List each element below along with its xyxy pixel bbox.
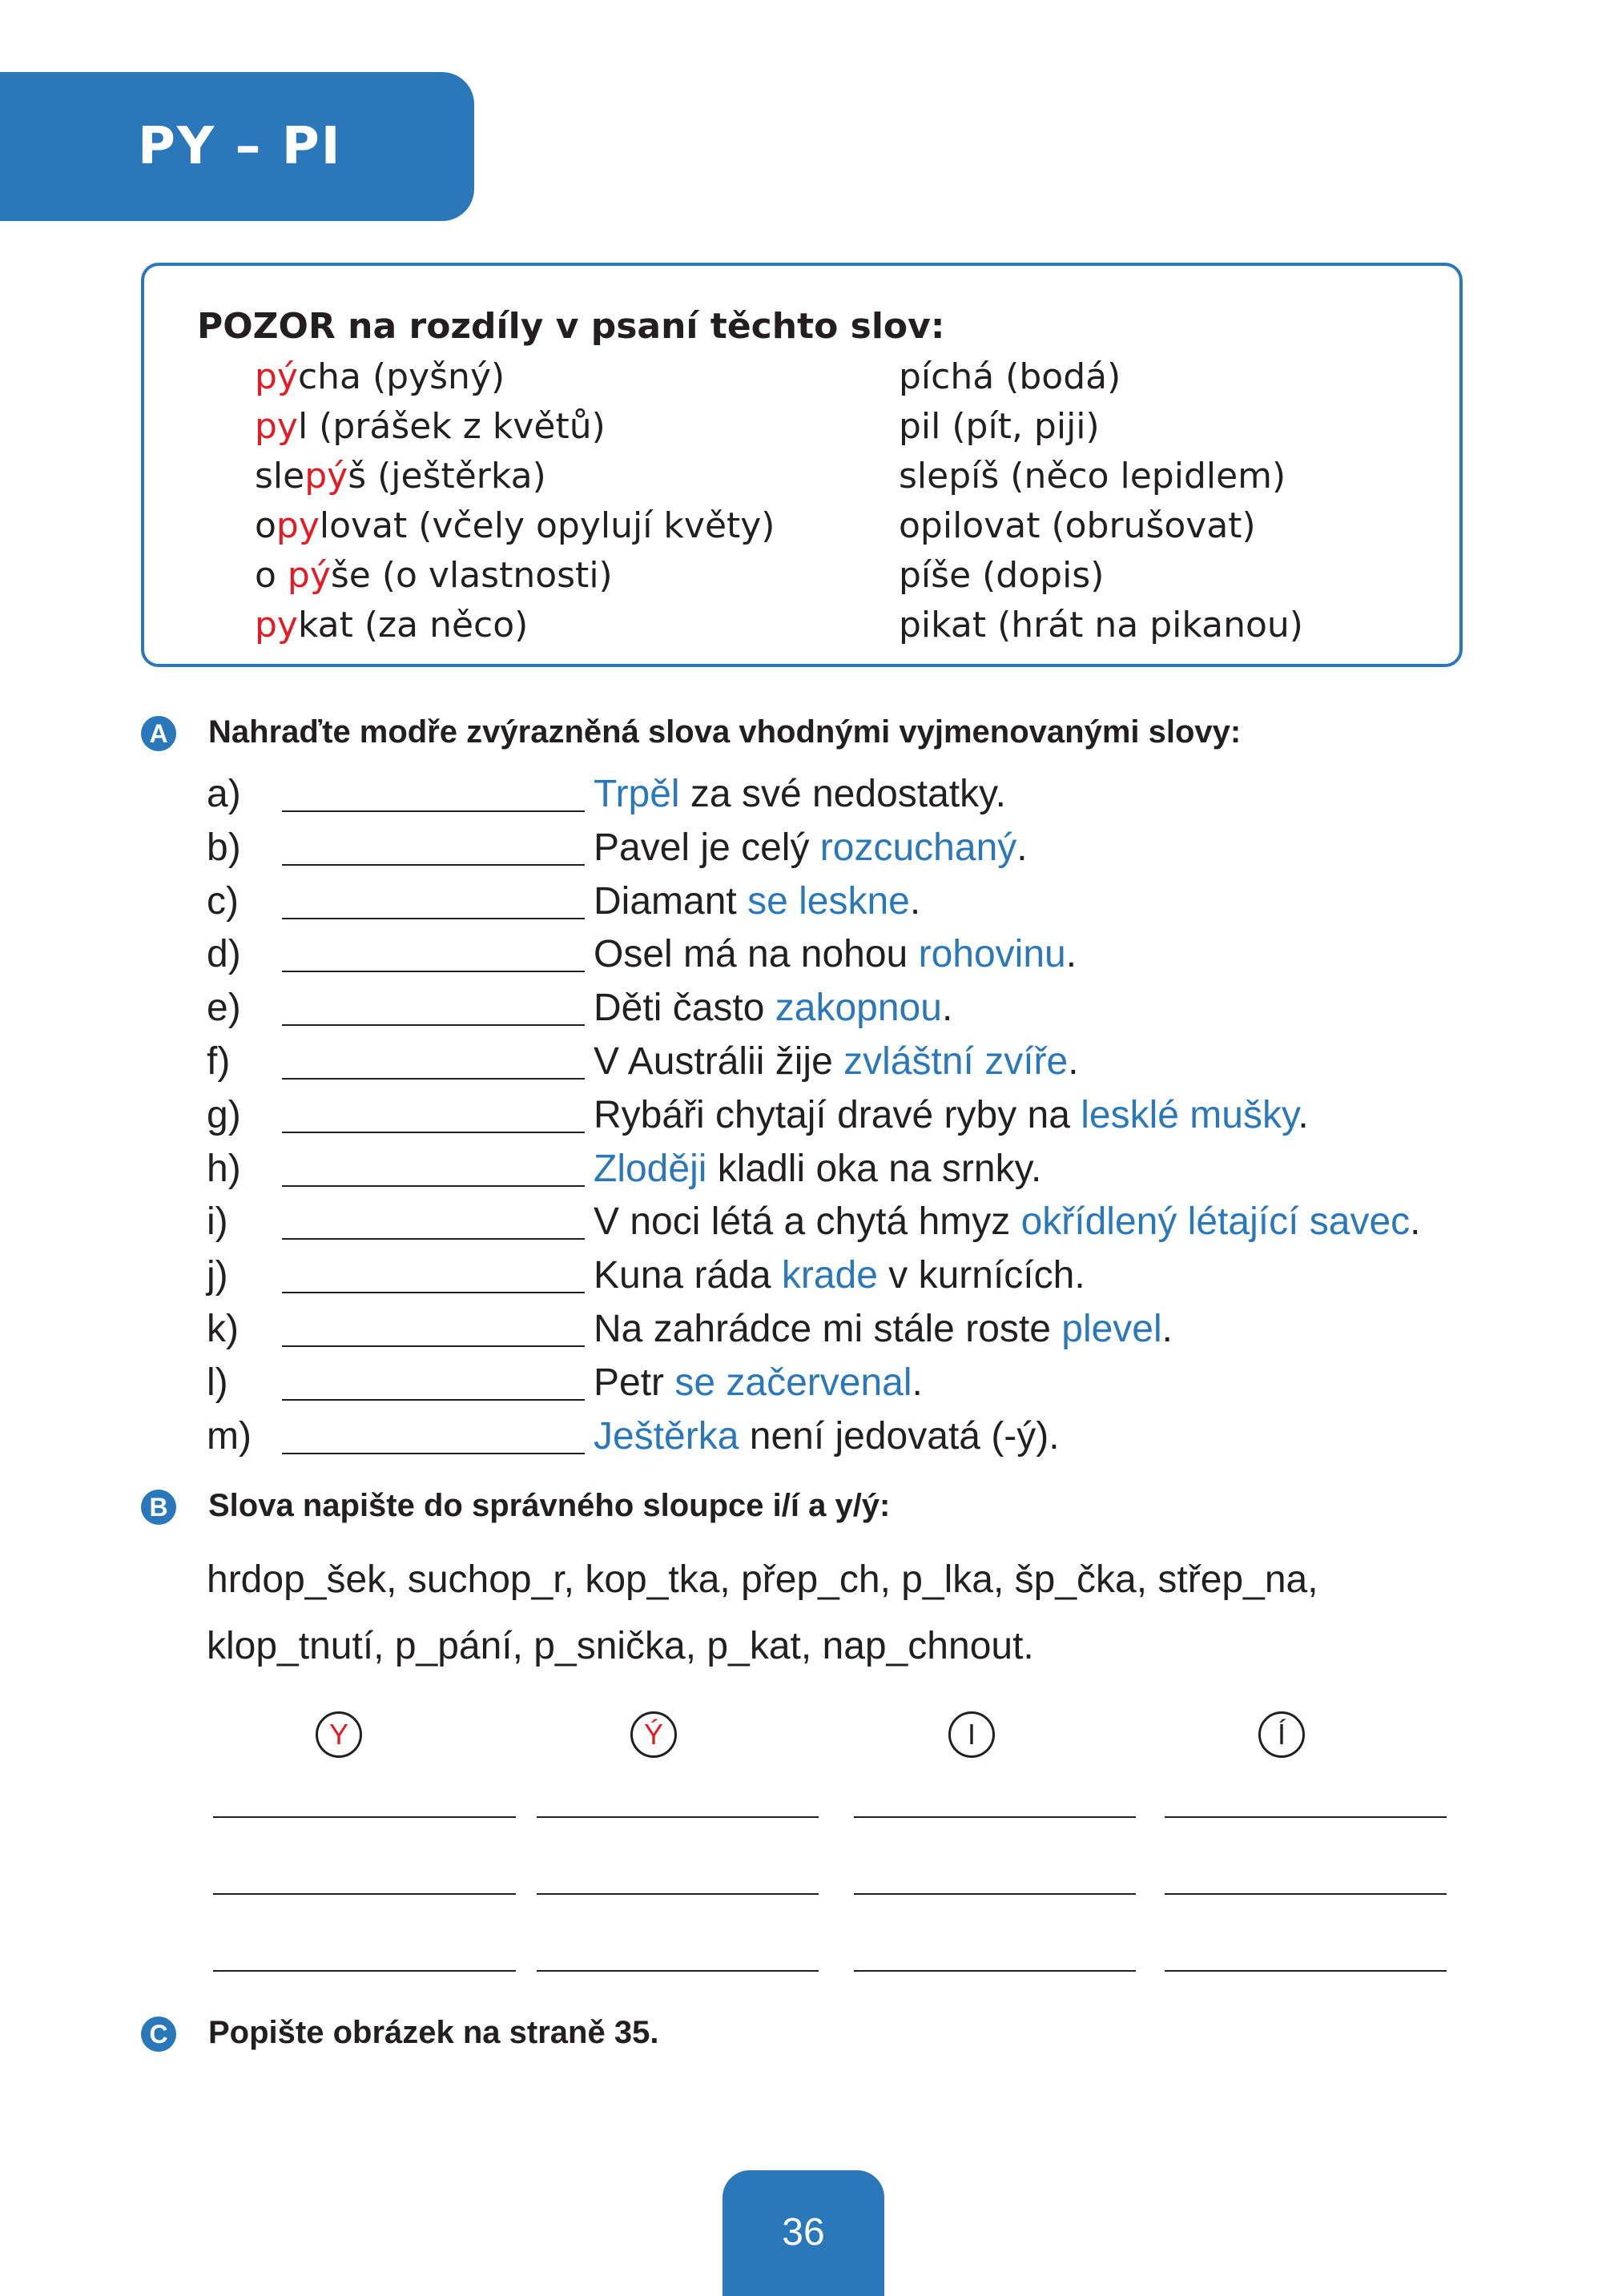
column-answer-line[interactable] — [537, 1893, 819, 1895]
exercise-sentence — [594, 826, 1028, 870]
exercise-sentence — [594, 1307, 1173, 1351]
pozor-word-pi: pikat (hrát na pikanou) — [899, 605, 1303, 645]
word-suffix: l (prášek z květů) — [297, 406, 606, 447]
exercise-letter: k) — [207, 1308, 239, 1350]
column-answer-line[interactable] — [854, 1893, 1136, 1895]
highlighted-word: rozcuchaný — [819, 826, 1017, 869]
sentence-part: . — [909, 879, 921, 923]
sentence-part: V Austrálii žije — [594, 1040, 844, 1083]
sentence-part: Rybáři chytají dravé ryby na — [594, 1093, 1081, 1136]
section-c-heading: Popište obrázek na straně 35. — [208, 2015, 659, 2050]
exercise-letter: b) — [207, 826, 241, 869]
highlighted-word: se leskne — [747, 879, 910, 923]
highlight-py: pý — [255, 356, 298, 397]
exercise-sentence — [594, 1093, 1309, 1137]
column-answer-line[interactable] — [213, 1816, 516, 1818]
column-answer-line[interactable] — [1165, 1970, 1447, 1972]
highlight-py: py — [276, 505, 320, 546]
sentence-part: není jedovatá (-ý). — [739, 1414, 1060, 1458]
answer-blank[interactable] — [282, 918, 585, 919]
exercise-sentence — [594, 1414, 1060, 1458]
section-a-heading: Nahraďte modře zvýrazněná slova vhodnými vyjmenovanými slovy: — [208, 714, 1242, 750]
column-label-circle: Í — [1258, 1711, 1305, 1758]
column-answer-line[interactable] — [213, 1970, 516, 1972]
sentence-part: kladli oka na srnky. — [706, 1147, 1042, 1190]
answer-blank[interactable] — [282, 1132, 585, 1133]
column-answer-line[interactable] — [213, 1893, 516, 1895]
column-label-circle: Y — [316, 1711, 362, 1758]
pozor-word-pi: pil (pít, piji) — [899, 406, 1100, 447]
highlighted-word: plevel — [1061, 1308, 1162, 1350]
exercise-sentence — [594, 986, 952, 1030]
exercise-sentence — [594, 879, 920, 923]
sentence-part: za své nedostatky. — [679, 773, 1006, 815]
sentence-part: Kuna ráda — [594, 1254, 782, 1297]
pozor-word-pi: slepíš (něco lepidlem) — [899, 456, 1286, 497]
word-list-line-1: hrdop_šek, suchop_r, kop_tka, přep_ch, p_lka, šp_čka, střep_na, — [207, 1558, 1318, 1601]
highlighted-word: okřídlený létající savec — [1020, 1200, 1411, 1244]
word-suffix: še (o vlastnosti) — [330, 555, 613, 596]
pozor-word-pi: opilovat (obrušovat) — [899, 505, 1256, 546]
highlighted-word: Trpěl — [594, 773, 680, 815]
answer-blank[interactable] — [282, 1238, 585, 1240]
sentence-part: Pavel je celý — [594, 826, 820, 869]
highlighted-word: se začervenal — [674, 1361, 912, 1404]
pozor-word-py — [255, 505, 775, 546]
answer-blank[interactable] — [282, 1024, 585, 1026]
answer-blank[interactable] — [282, 810, 585, 812]
sentence-part: V noci létá a chytá hmyz — [594, 1200, 1021, 1244]
column-answer-line[interactable] — [537, 1970, 819, 1972]
answer-blank[interactable] — [282, 1399, 585, 1401]
highlight-py: py — [255, 605, 298, 645]
highlighted-word: zvláštní zvíře — [843, 1040, 1069, 1083]
highlighted-word: zakopnou — [775, 987, 942, 1030]
exercise-sentence — [594, 772, 1006, 816]
sentence-part: . — [1298, 1093, 1309, 1136]
exercise-letter: d) — [207, 933, 241, 976]
pozor-word-pi: píše (dopis) — [899, 555, 1105, 596]
exercise-letter: c) — [207, 879, 239, 923]
column-answer-line[interactable] — [1165, 1893, 1447, 1895]
sentence-part: . — [1161, 1308, 1173, 1350]
exercise-letter: g) — [207, 1093, 241, 1136]
page-number: 36 — [782, 2211, 825, 2254]
sentence-part: Na zahrádce mi stále roste — [594, 1308, 1062, 1350]
sentence-part: . — [912, 1361, 923, 1404]
sentence-part: . — [1016, 826, 1028, 869]
highlighted-word: rohovinu — [918, 933, 1066, 976]
word-suffix: cha (pyšný) — [297, 356, 505, 397]
pozor-word-py — [255, 406, 606, 447]
highlight-py: pý — [304, 456, 348, 497]
highlight-py: pý — [287, 555, 331, 596]
exercise-letter: m) — [207, 1414, 252, 1458]
word-prefix: sle — [255, 456, 305, 497]
answer-blank[interactable] — [282, 864, 585, 866]
sentence-part: . — [1068, 1040, 1079, 1083]
answer-blank[interactable] — [282, 1185, 585, 1187]
answer-blank[interactable] — [282, 1453, 585, 1454]
column-label-circle: Ý — [630, 1711, 677, 1758]
exercise-sentence — [594, 1361, 923, 1405]
answer-blank[interactable] — [282, 1292, 585, 1293]
column-answer-line[interactable] — [1165, 1816, 1447, 1818]
pozor-word-py — [255, 356, 505, 397]
sentence-part: Petr — [594, 1361, 675, 1404]
page-title: PY – PI — [138, 117, 342, 176]
answer-blank[interactable] — [282, 971, 585, 972]
exercise-letter: i) — [207, 1200, 228, 1244]
exercise-sentence — [594, 1253, 1085, 1297]
sentence-part: Osel má na nohou — [594, 933, 919, 976]
highlighted-word: lesklé mušky — [1081, 1093, 1298, 1136]
column-answer-line[interactable] — [537, 1816, 819, 1818]
sentence-part: Diamant — [594, 879, 748, 923]
sentence-part: . — [941, 987, 953, 1030]
exercise-sentence — [594, 932, 1077, 976]
section-b-badge: B — [141, 1490, 176, 1525]
word-suffix: š (ještěrka) — [348, 456, 546, 497]
column-label-circle: I — [948, 1711, 995, 1758]
exercise-letter: e) — [207, 987, 241, 1030]
word-list-line-2: klop_tnutí, p_pání, p_snička, p_kat, nap_chnout. — [207, 1625, 1034, 1667]
exercise-letter: h) — [207, 1147, 241, 1190]
pozor-word-py — [255, 456, 546, 497]
highlight-py: py — [255, 406, 298, 447]
exercise-letter: l) — [207, 1361, 228, 1404]
sentence-part: . — [1410, 1200, 1421, 1244]
sentence-part: v kurnících. — [877, 1254, 1085, 1297]
answer-blank[interactable] — [282, 1345, 585, 1347]
pozor-title: POZOR na rozdíly v psaní těchto slov: — [197, 306, 945, 347]
exercise-sentence — [594, 1147, 1041, 1191]
highlighted-word: krade — [781, 1254, 878, 1297]
section-c-badge: C — [141, 2017, 176, 2052]
column-answer-line[interactable] — [854, 1970, 1136, 1972]
sentence-part: . — [1065, 933, 1077, 976]
exercise-letter: a) — [207, 773, 241, 815]
pozor-word-py — [255, 605, 528, 645]
section-b-heading: Slova napište do správného sloupce i/í a y/ý: — [208, 1488, 891, 1523]
exercise-letter: j) — [207, 1254, 228, 1297]
word-suffix: lovat (včely opylují květy) — [319, 505, 775, 546]
sentence-part: Děti často — [594, 987, 775, 1030]
answer-blank[interactable] — [282, 1078, 585, 1080]
exercise-sentence — [594, 1039, 1079, 1084]
section-a-badge: A — [141, 716, 176, 751]
exercise-letter: f) — [207, 1040, 231, 1083]
word-prefix: o — [255, 555, 288, 596]
highlighted-word: Zloději — [594, 1147, 707, 1190]
pozor-word-py — [255, 555, 613, 596]
exercise-sentence — [594, 1200, 1420, 1244]
word-suffix: kat (za něco) — [297, 605, 529, 645]
column-answer-line[interactable] — [854, 1816, 1136, 1818]
pozor-word-pi: píchá (bodá) — [899, 356, 1121, 397]
highlighted-word: Ještěrka — [594, 1414, 739, 1458]
word-prefix: o — [255, 505, 276, 546]
